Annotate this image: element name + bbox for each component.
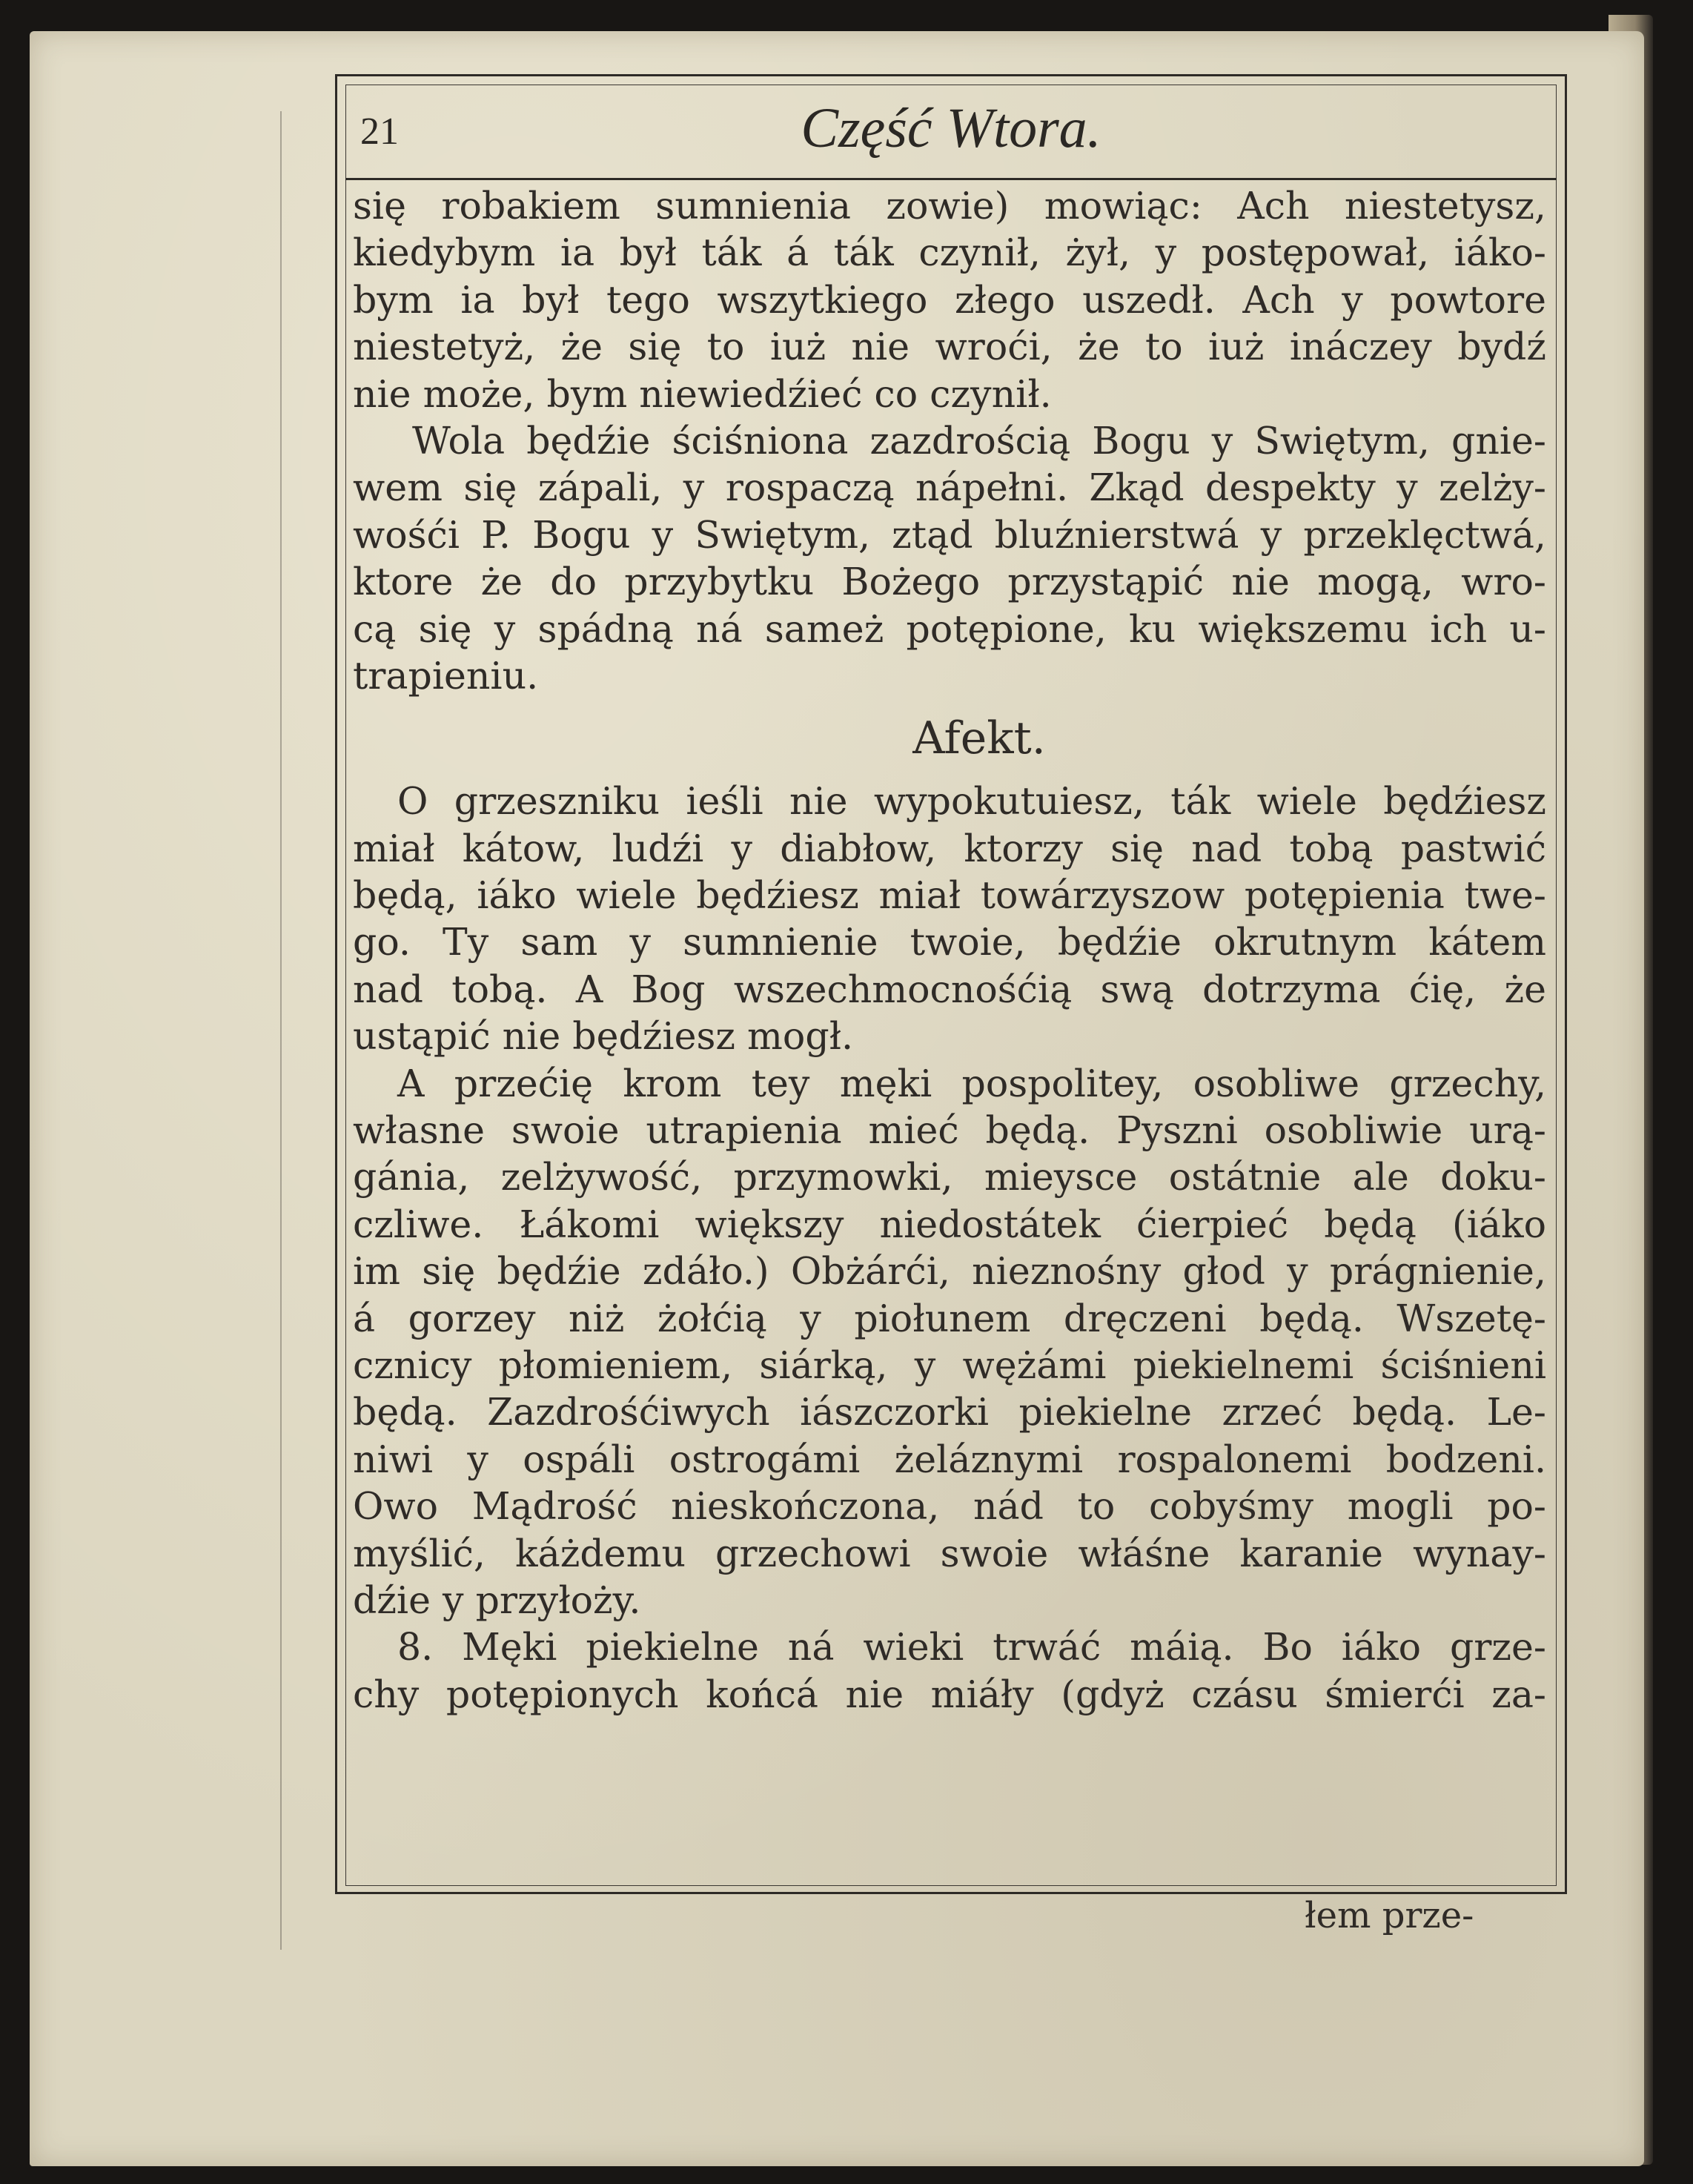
section-heading: Afekt. (912, 712, 1046, 765)
text-line: 8. Męki piekielne ná wieki trwáć máią. Bo iáko grze- (397, 1625, 1546, 1670)
text-line: myślić, káżdemu grzechowi swoie włáśne karanie wynay- (353, 1531, 1546, 1575)
text-line: miał kátow, ludźi y diabłow, ktorzy się nad tobą pastwić (353, 826, 1546, 870)
text-line: wem się zápali, y rospaczą nápełni. Zkąd despekty y zelży- (353, 466, 1546, 510)
text-line: nad tobą. A Bog wszechmocnośćią swą dotrzyma ćię, że (353, 967, 1546, 1011)
text-line: trapieniu. (353, 653, 539, 698)
text-line: ustąpić nie będźiesz mogł. (353, 1014, 854, 1059)
text-line: cznicy płomieniem, siárką, y wężámi piekielnemi ściśnieni (353, 1343, 1546, 1387)
text-line: Wola będźie ściśniona zazdrością Bogu y Swiętym, gnie- (412, 418, 1546, 463)
text-line: chy potępionych końcá nie miáły (gdyż czásu śmierći za- (353, 1672, 1546, 1716)
text-line: Owo Mądrość nieskończona, nád to cobyśmy mogli po- (353, 1484, 1546, 1529)
page-number: 21 (360, 110, 399, 153)
text-line: á gorzey niż żołćią y piołunem dręczeni będą. Wszetę- (353, 1296, 1546, 1340)
body-text (353, 182, 1546, 1718)
text-line: gánia, zelżywość, przymowki, mieysce ostátnie ale doku- (353, 1155, 1546, 1199)
text-line: się robakiem sumnienia zowie) mowiąc: Ach niestetysz, (353, 184, 1546, 228)
text-line: go. Ty sam y sumnienie twoie, będźie okrutnym kátem (353, 920, 1546, 964)
text-line: cą się y spádną ná sameż potępione, ku większemu ich u- (353, 606, 1546, 651)
running-head (345, 89, 1557, 180)
text-line: bym ia był tego wszytkiego złego uszedł. Ach y powtore (353, 277, 1546, 322)
text-line: ktore że do przybytku Bożego przystąpić nie mogą, wro- (353, 560, 1546, 604)
text-line: będą, iáko wiele będźiesz miał towárzyszow potępienia twe- (353, 873, 1546, 918)
text-line: wośći P. Bogu y Swiętym, ztąd bluźnierstwá y przeklęctwá, (353, 512, 1546, 557)
text-line: A przećię krom tey męki pospolitey, osobliwe grzechy, (397, 1061, 1546, 1105)
text-line: będą. Zazdrośćiwych iászczorki piekielne zrzeć będą. Le- (353, 1390, 1546, 1435)
catchword: łem prze- (1305, 1895, 1474, 1936)
text-line: niwi y ospáli ostrogámi żeláznymi rospalonemi bodzeni. (353, 1437, 1546, 1481)
text-line: O grzeszniku ieśli nie wypokutuiesz, ták wiele będźiesz (397, 779, 1546, 824)
text-line: dźie y przyłoży. (353, 1578, 641, 1622)
text-line: im się będźie zdáło.) Obżárći, nieznośny głod y prágnienie, (353, 1249, 1546, 1294)
margin-fold-line (280, 111, 282, 1950)
running-title: Część Wtora. (801, 97, 1101, 159)
text-line: niestetyż, że się to iuż nie wroći, że to iuż ináczey bydź (353, 325, 1546, 369)
text-line: nie może, bym niewiedźieć co czynił. (353, 371, 1052, 416)
text-line: czliwe. Łákomi większy niedostátek ćierpieć będą (iáko (353, 1202, 1546, 1246)
text-line: kiedybym ia był ták á ták czynił, żył, y postępował, iáko- (353, 231, 1546, 275)
text-line: własne swoie utrapienia mieć będą. Pyszni osobliwie urą- (353, 1108, 1546, 1153)
